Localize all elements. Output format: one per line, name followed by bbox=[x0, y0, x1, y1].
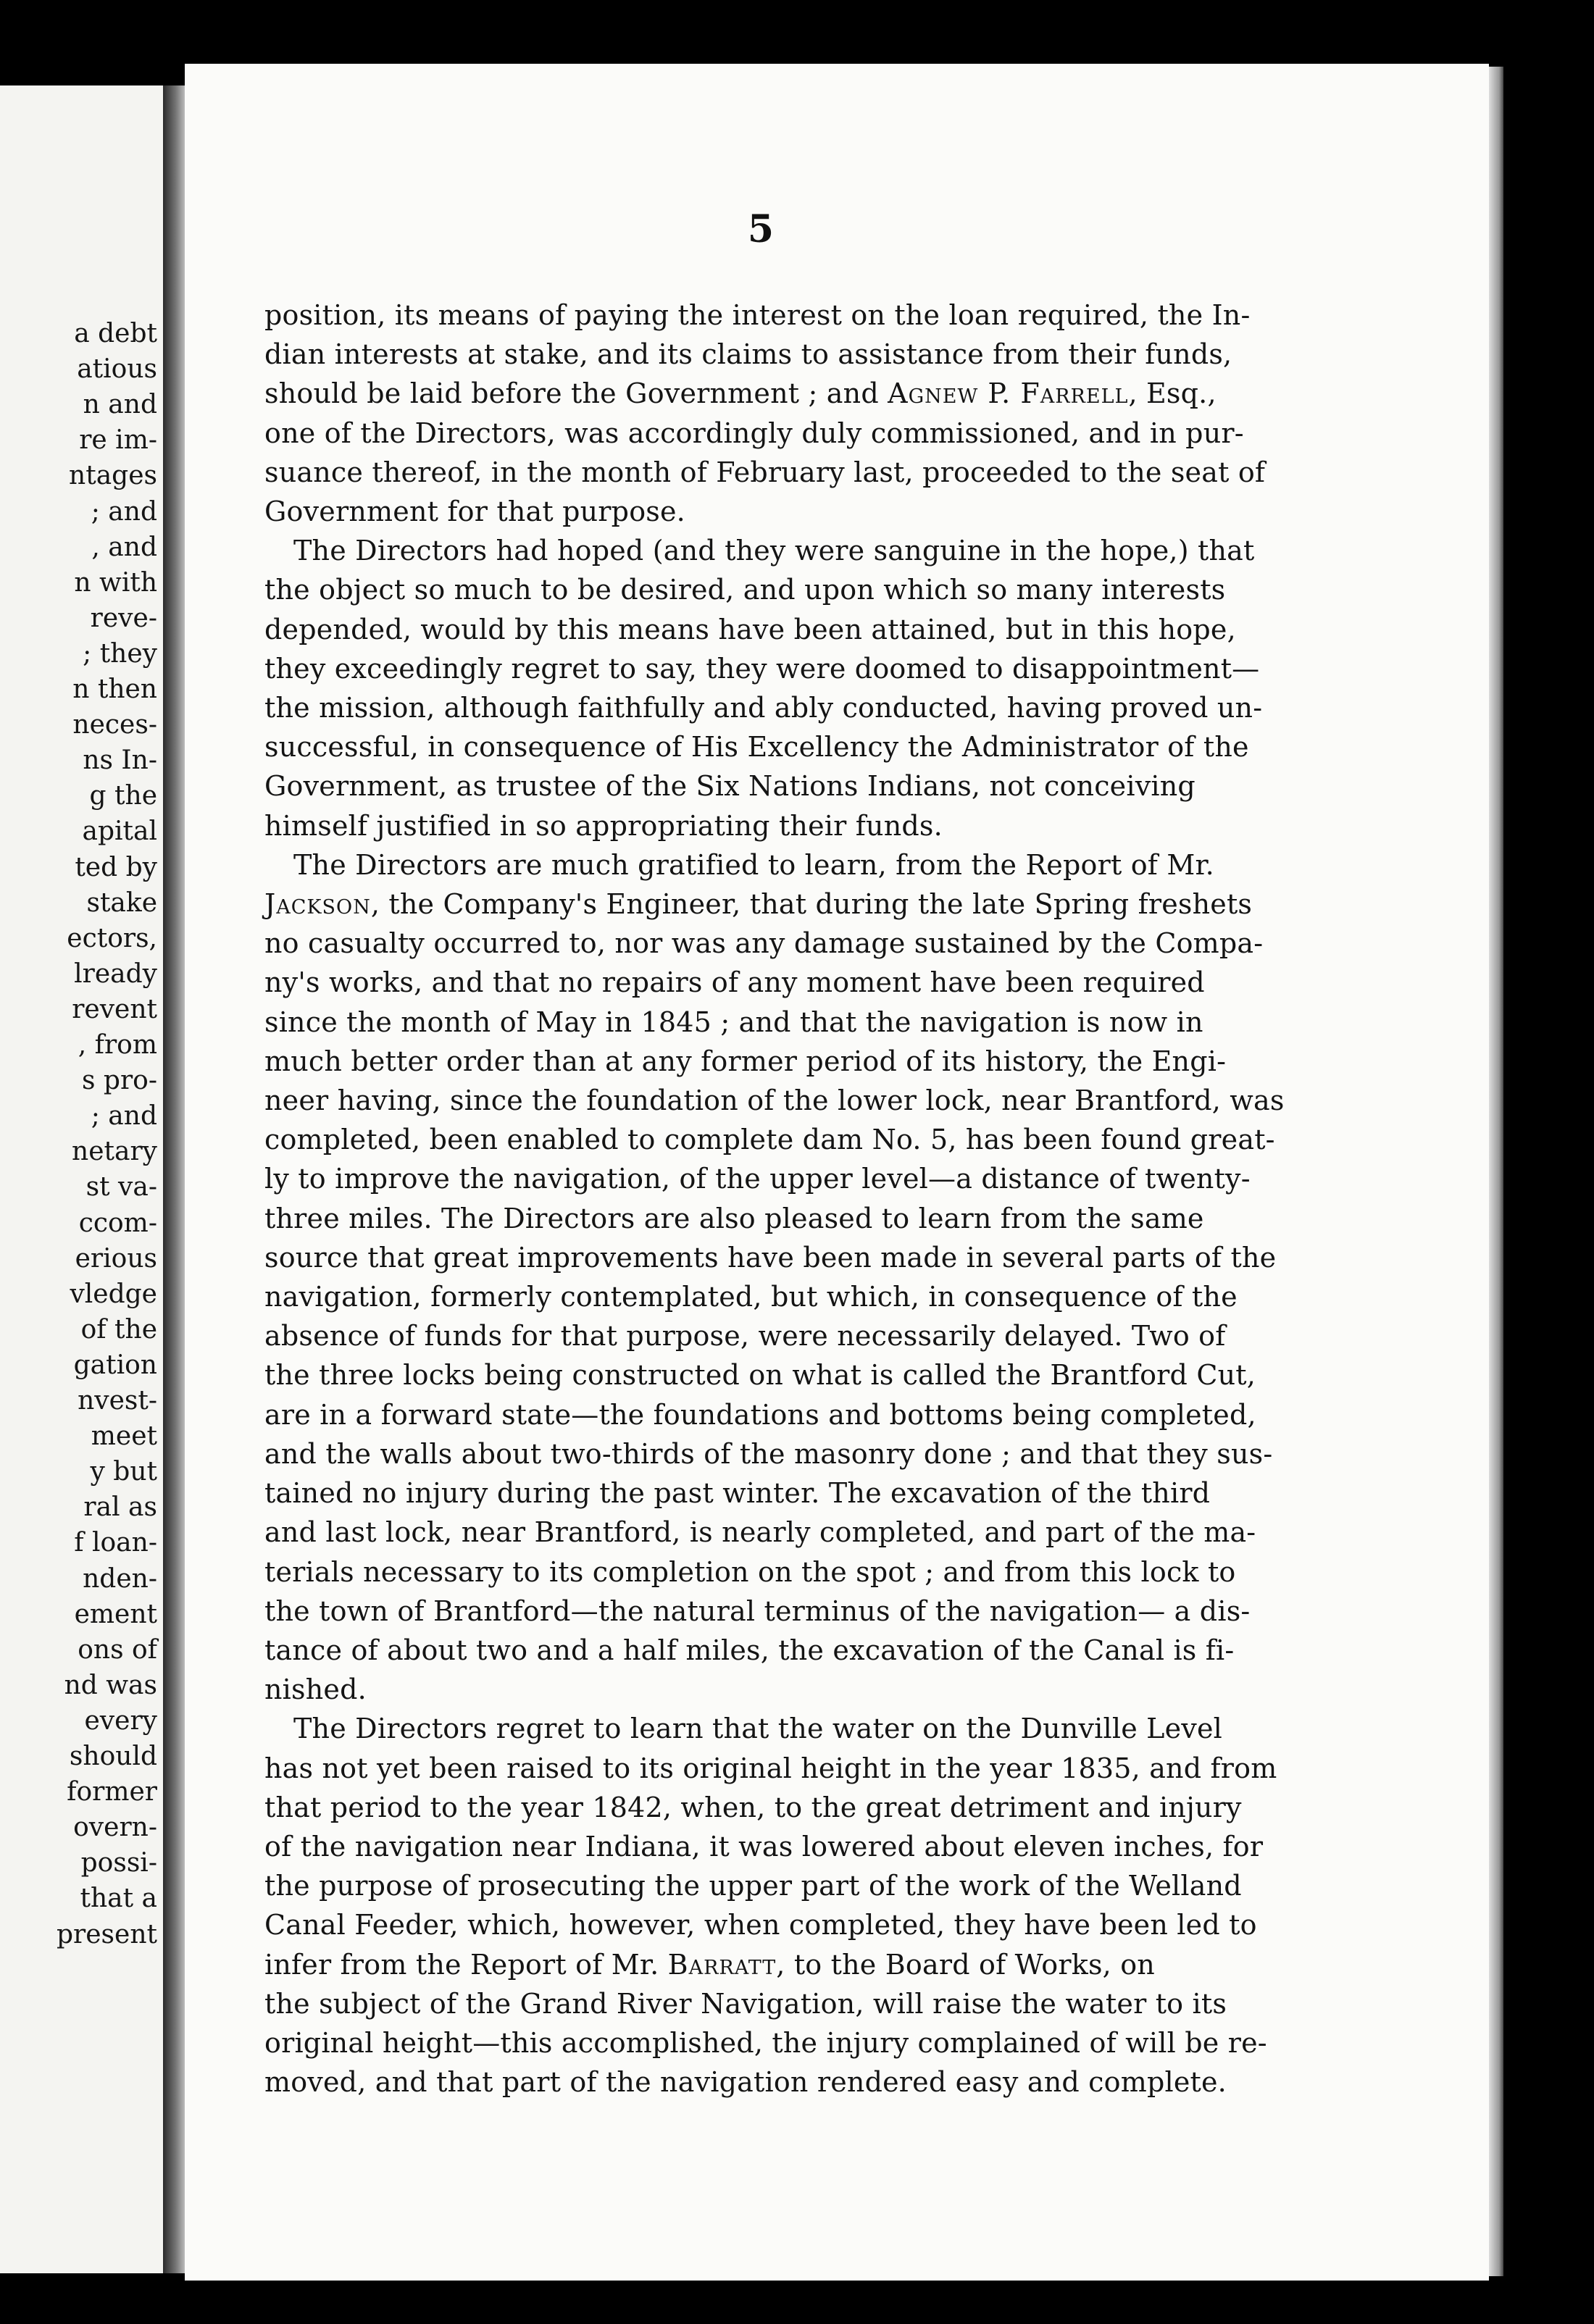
left-page-fragment: s pro- bbox=[81, 1066, 157, 1096]
text-line bbox=[264, 414, 1301, 453]
left-page-fragment: meet bbox=[91, 1421, 157, 1452]
line-text: no casualty occurred to, nor was any damage sustained by the Compa- bbox=[264, 927, 1264, 960]
left-page-fragment: neces- bbox=[72, 710, 157, 740]
left-page-fragment: revent bbox=[72, 994, 157, 1024]
line-text: and last lock, near Brantford, is nearly completed, and part of the ma- bbox=[264, 1516, 1256, 1549]
line-text: of the navigation near Indiana, it was lowered about eleven inches, for bbox=[264, 1830, 1264, 1863]
text-line bbox=[264, 1159, 1301, 1198]
text-line bbox=[264, 727, 1301, 766]
text-line bbox=[264, 1631, 1301, 1670]
left-page bbox=[0, 85, 164, 2273]
left-page-fragment: reve- bbox=[90, 603, 157, 633]
line-text: The Directors had hoped (and they were sanguine in the hope,) that bbox=[293, 535, 1255, 567]
line-text: position, its means of paying the interest on the loan required, the In- bbox=[264, 299, 1251, 331]
text-line bbox=[264, 296, 1301, 335]
page-edge bbox=[1489, 67, 1503, 2276]
body-text bbox=[264, 296, 1301, 2102]
text-line bbox=[264, 1003, 1301, 1042]
text-line bbox=[264, 688, 1301, 727]
left-page-fragment: ; and bbox=[91, 1101, 157, 1132]
left-page-fragment: nd was bbox=[64, 1670, 157, 1700]
line-text-after: , to the Board of Works, on bbox=[776, 1948, 1155, 1981]
line-text: has not yet been raised to its original height in the year 1835, and from bbox=[264, 1752, 1277, 1784]
left-page-fragment: netary bbox=[72, 1137, 157, 1167]
line-text: are in a forward state—the foundations and bottoms being completed, bbox=[264, 1398, 1256, 1431]
line-text: that period to the year 1842, when, to the great detriment and injury bbox=[264, 1791, 1242, 1823]
line-text: Government for that purpose. bbox=[264, 496, 685, 528]
left-page-fragment: ; and bbox=[91, 496, 157, 527]
text-line bbox=[264, 2062, 1301, 2102]
text-line bbox=[264, 1788, 1301, 1827]
left-page-fragment: , from bbox=[78, 1030, 157, 1060]
text-line bbox=[264, 963, 1301, 1002]
text-line bbox=[264, 649, 1301, 688]
left-page-fragment: n with bbox=[74, 567, 157, 598]
line-text: tained no injury during the past winter. The excavation of the third bbox=[264, 1477, 1211, 1510]
text-line bbox=[264, 1081, 1301, 1120]
line-text: should be laid before the Government ; and bbox=[264, 377, 888, 410]
text-line bbox=[264, 492, 1301, 531]
left-page-fragment: lready bbox=[74, 958, 157, 989]
line-text: one of the Directors, was accordingly duly commissioned, and in pur- bbox=[264, 417, 1244, 449]
left-page-fragment: nvest- bbox=[78, 1386, 157, 1416]
text-line bbox=[264, 806, 1301, 845]
line-text: the purpose of prosecuting the upper part of the work of the Welland bbox=[264, 1870, 1242, 1902]
text-line bbox=[264, 1395, 1301, 1434]
line-text-after: , the Company's Engineer, that during the late Spring freshets bbox=[370, 888, 1253, 921]
line-text: the subject of the Grand River Navigation, will raise the water to its bbox=[264, 1987, 1227, 2020]
line-text: the three locks being constructed on what is called the Brantford Cut, bbox=[264, 1359, 1256, 1392]
left-page-fragment: overn- bbox=[73, 1813, 157, 1843]
text-line bbox=[264, 1238, 1301, 1277]
left-page-fragment: a debt bbox=[74, 319, 157, 348]
text-line bbox=[264, 453, 1301, 492]
left-page-fragment: ectors, bbox=[67, 923, 157, 953]
line-text: The Directors are much gratified to learn, from the Report of Mr. bbox=[293, 848, 1214, 881]
text-line bbox=[264, 531, 1301, 570]
left-page-fragment: possi- bbox=[80, 1848, 157, 1878]
text-line bbox=[264, 766, 1301, 806]
left-page-fragment: atious bbox=[77, 354, 157, 385]
left-page-fragment: ntages bbox=[69, 461, 157, 491]
text-line bbox=[264, 374, 1301, 413]
line-text: Government, as trustee of the Six Nations Indians, not conceiving bbox=[264, 770, 1196, 803]
left-page-fragment: ons of bbox=[78, 1634, 157, 1665]
line-text: ly to improve the navigation, of the upper level—a distance of twenty- bbox=[264, 1163, 1251, 1195]
line-text: source that great improvements have been made in several parts of the bbox=[264, 1241, 1277, 1274]
text-line bbox=[264, 1199, 1301, 1238]
line-text: depended, would by this means have been attained, but in this hope, bbox=[264, 613, 1236, 645]
line-text: The Directors regret to learn that the water on the Dunville Level bbox=[293, 1713, 1222, 1745]
text-line bbox=[264, 2023, 1301, 2062]
left-page-fragment: ; they bbox=[83, 638, 157, 669]
left-page-fragment: present bbox=[57, 1919, 157, 1949]
left-page-fragment: vledge bbox=[70, 1279, 157, 1309]
left-page-fragment: every bbox=[84, 1705, 157, 1736]
left-page-fragment: g the bbox=[89, 781, 157, 811]
book-gutter bbox=[163, 85, 185, 2273]
line-text: nished. bbox=[264, 1673, 367, 1706]
line-text: successful, in consequence of His Excellency the Administrator of the bbox=[264, 731, 1249, 764]
text-line bbox=[264, 1984, 1301, 2023]
left-page-fragment: stake bbox=[86, 887, 157, 918]
left-page-fragment: ement bbox=[74, 1599, 157, 1629]
line-text: neer having, since the foundation of the lower lock, near Brantford, was bbox=[264, 1084, 1285, 1117]
text-line bbox=[264, 610, 1301, 649]
text-line bbox=[264, 1434, 1301, 1474]
text-line bbox=[264, 1670, 1301, 1709]
text-line bbox=[264, 1866, 1301, 1905]
line-text-after: , Esq., bbox=[1128, 377, 1217, 410]
left-page-fragment: former bbox=[67, 1777, 157, 1807]
left-page-fragment: nden- bbox=[83, 1563, 157, 1594]
left-page-fragment: ral as bbox=[83, 1492, 157, 1523]
text-line bbox=[264, 1905, 1301, 1944]
left-page-fragment: gation bbox=[73, 1350, 157, 1380]
text-line bbox=[264, 924, 1301, 963]
line-text: much better order than at any former period of its history, the Engi- bbox=[264, 1045, 1227, 1077]
left-page-fragment: that a bbox=[80, 1884, 157, 1914]
small-caps-name: Barratt bbox=[667, 1948, 777, 1981]
left-page-fragment: should bbox=[69, 1742, 157, 1771]
line-text: original height—this accomplished, the injury complained of will be re- bbox=[264, 2026, 1267, 2059]
text-line bbox=[264, 1120, 1301, 1159]
line-text: and the walls about two-thirds of the masonry done ; and that they sus- bbox=[264, 1437, 1273, 1470]
left-page-fragment: ccom- bbox=[78, 1208, 157, 1238]
text-line bbox=[264, 1827, 1301, 1866]
left-page-fragment: ted by bbox=[75, 852, 157, 882]
text-line bbox=[264, 1042, 1301, 1081]
line-text: completed, been enabled to complete dam No. 5, has been found great- bbox=[264, 1124, 1275, 1156]
right-page bbox=[185, 64, 1489, 2281]
text-line bbox=[264, 1709, 1301, 1748]
line-text: they exceedingly regret to say, they were doomed to disappointment— bbox=[264, 652, 1260, 685]
text-line bbox=[264, 1355, 1301, 1395]
text-line bbox=[264, 1474, 1301, 1513]
line-text: ny's works, and that no repairs of any moment have been required bbox=[264, 966, 1205, 999]
line-text: Canal Feeder, which, however, when completed, they have been led to bbox=[264, 1909, 1257, 1941]
line-text: suance thereof, in the month of February last, proceeded to the seat of bbox=[264, 456, 1266, 488]
left-page-fragment: erious bbox=[75, 1243, 157, 1274]
text-line bbox=[264, 885, 1301, 924]
small-caps-name: Agnew P. Farrell bbox=[888, 377, 1129, 410]
text-line bbox=[264, 1513, 1301, 1552]
text-line bbox=[264, 1749, 1301, 1788]
line-text: the town of Brantford—the natural terminus of the navigation— a dis- bbox=[264, 1594, 1251, 1627]
text-line bbox=[264, 1277, 1301, 1316]
line-text: since the month of May in 1845 ; and that the navigation is now in bbox=[264, 1006, 1203, 1038]
line-text: navigation, formerly contemplated, but which, in consequence of the bbox=[264, 1281, 1238, 1313]
line-text: the object so much to be desired, and upon which so many interests bbox=[264, 574, 1226, 606]
text-line bbox=[264, 1316, 1301, 1355]
left-page-fragment: ns In- bbox=[83, 745, 157, 776]
left-page-fragment: y but bbox=[90, 1457, 157, 1487]
line-text: the mission, although faithfully and ably conducted, having proved un- bbox=[264, 692, 1263, 724]
left-page-fragment: st va- bbox=[85, 1172, 157, 1203]
line-text: terials necessary to its completion on the spot ; and from this lock to bbox=[264, 1555, 1236, 1588]
left-page-fragment: apital bbox=[82, 816, 157, 847]
line-text: infer from the Report of Mr. bbox=[264, 1948, 668, 1981]
text-line bbox=[264, 1552, 1301, 1592]
left-page-fragment: , and bbox=[91, 532, 157, 562]
left-page-fragment: n and bbox=[83, 390, 157, 420]
text-line bbox=[264, 570, 1301, 609]
line-text: absence of funds for that purpose, were necessarily delayed. Two of bbox=[264, 1320, 1226, 1353]
line-text: tance of about two and a half miles, the excavation of the Canal is fi- bbox=[264, 1634, 1235, 1666]
line-text: himself justified in so appropriating their funds. bbox=[264, 809, 943, 842]
line-text: dian interests at stake, and its claims to assistance from their funds, bbox=[264, 338, 1232, 371]
left-page-fragment: n then bbox=[72, 674, 157, 704]
text-line bbox=[264, 1592, 1301, 1631]
line-text: moved, and that part of the navigation rendered easy and complete. bbox=[264, 2066, 1227, 2099]
text-line bbox=[264, 1945, 1301, 1984]
small-caps-name: Jackson bbox=[264, 888, 371, 921]
text-line bbox=[264, 845, 1301, 885]
text-line bbox=[264, 335, 1301, 374]
left-page-fragment: re im- bbox=[79, 425, 157, 456]
page-number: 5 bbox=[747, 207, 775, 251]
left-page-fragment: f loan- bbox=[74, 1528, 157, 1558]
left-page-fragment: of the bbox=[80, 1314, 157, 1345]
line-text: three miles. The Directors are also pleased to learn from the same bbox=[264, 1202, 1204, 1234]
